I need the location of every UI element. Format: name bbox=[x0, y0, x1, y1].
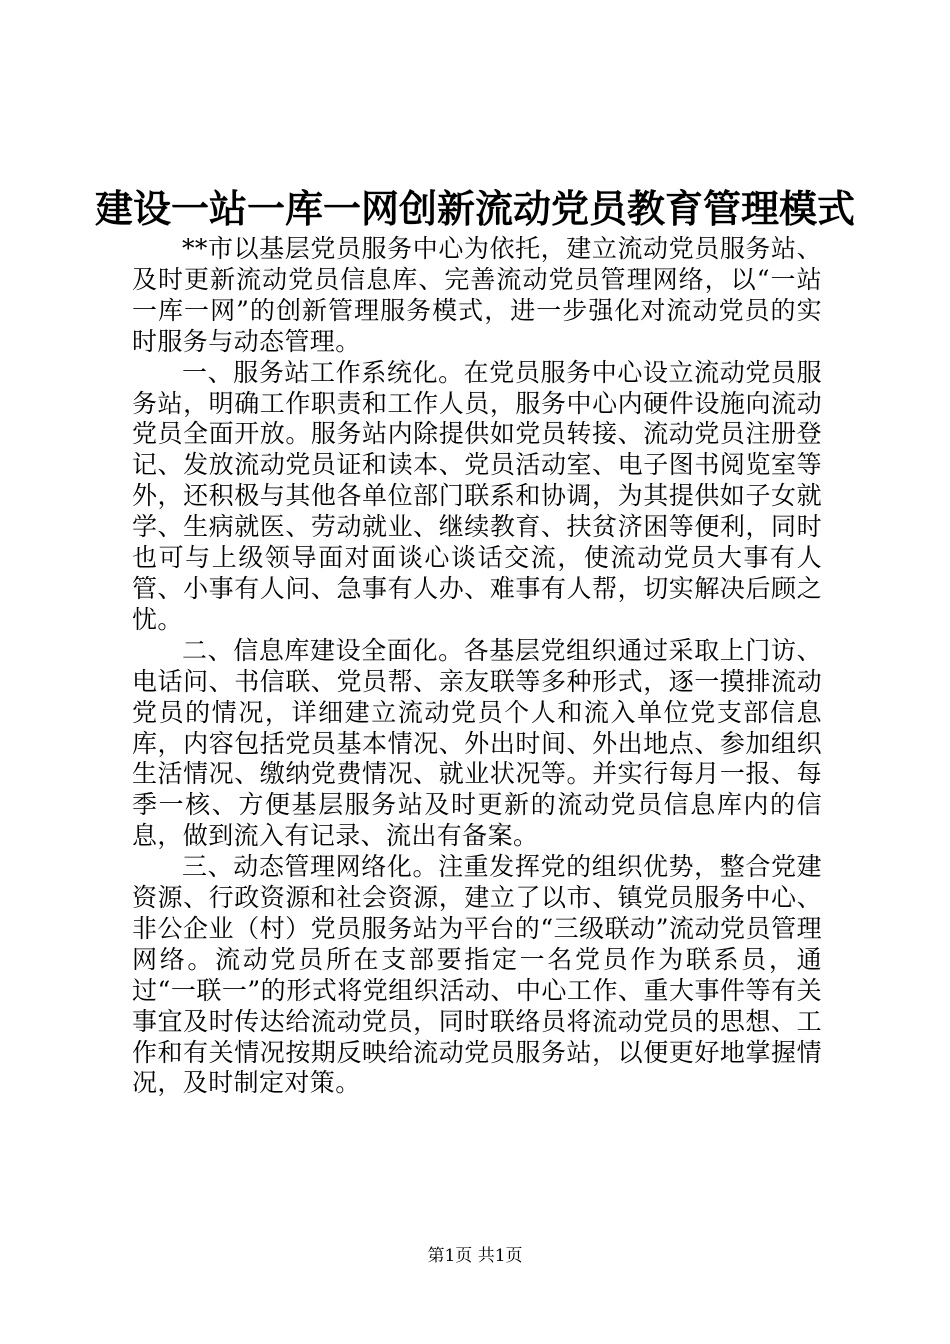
section-info-database-paragraph: 二、信息库建设全面化。各基层党组织通过采取上门访、电话问、书信联、党员帮、亲友联等多种形式，逐一摸排流动党员的情况，详细建立流动党员个人和流入单位党支部信息库，内容包括党员基本情况、外出时间、外出地点、参加组织生活情况、缴纳党费情况、就业状况等。并实行每月一报、每季一核、方便基层服务站及时更新的流动党员信息库内的信息，做到流入有记录、流出有备案。 bbox=[132, 635, 822, 851]
document-body bbox=[132, 234, 822, 1099]
section-dynamic-network-paragraph: 三、动态管理网络化。注重发挥党的组织优势，整合党建资源、行政资源和社会资源，建立了以市、镇党员服务中心、非公企业（村）党员服务站为平台的“三级联动”流动党员管理网络。流动党员所在支部要指定一名党员作为联系员，通过“一联一”的形式将党组织活动、中心工作、重大事件等有关事宜及时传达给流动党员，同时联络员将流动党员的思想、工作和有关情况按期反映给流动党员服务站，以便更好地掌握情况，及时制定对策。 bbox=[132, 852, 822, 1098]
page-number-footer: 第1页 共1页 bbox=[427, 1246, 523, 1266]
section-service-station-paragraph: 一、服务站工作系统化。在党员服务中心设立流动党员服务站，明确工作职责和工作人员，服务中心内硬件设施向流动党员全面开放。服务站内除提供如党员转接、流动党员注册登记、发放流动党员证和读本、党员活动室、电子图书阅览室等外，还积极与其他各单位部门联系和协调，为其提供如子女就学、生病就医、劳动就业、继续教育、扶贫济困等便利，同时也可与上级领导面对面谈心谈话交流，使流动党员大事有人管、小事有人问、急事有人办、难事有人帮，切实解决后顾之忧。 bbox=[132, 357, 822, 634]
intro-paragraph: **市以基层党员服务中心为依托，建立流动党员服务站、及时更新流动党员信息库、完善流动党员管理网络，以“一站一库一网”的创新管理服务模式，进一步强化对流动党员的实时服务与动态管理。 bbox=[132, 234, 822, 356]
document-title: 建设一站一库一网创新流动党员教育管理模式 bbox=[94, 186, 855, 231]
